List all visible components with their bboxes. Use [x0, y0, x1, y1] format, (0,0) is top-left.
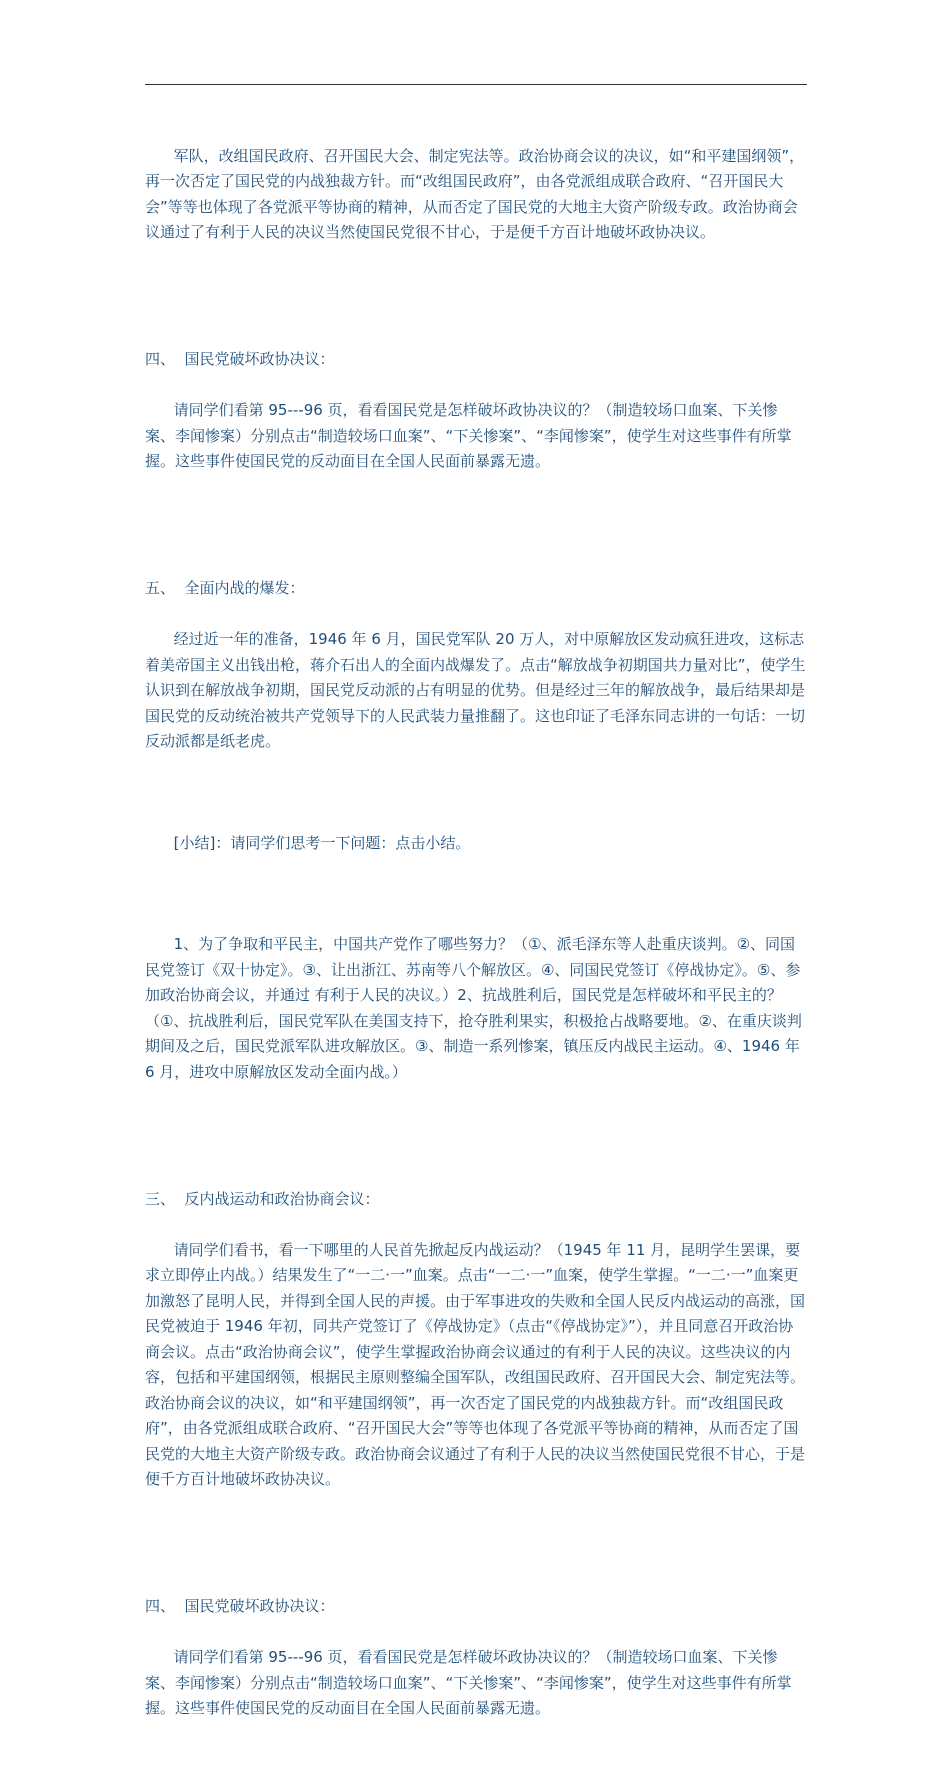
document-body: [145, 118, 807, 1772]
paragraph-4: [145, 805, 807, 882]
paragraph-3: [145, 525, 807, 780]
paragraph-text: 请同学们看第 95---96 页，看看国民党是怎样破坏政协决议的？（制造较场口血案、下关惨案、李闻惨案）分别点击“制造较场口血案”、“下关惨案”、“李闻惨案”，使学生对这些事件有所掌握。这些事件使国民党的反动面目在全国人民面前暴露无遗。: [145, 401, 792, 470]
section-heading: 四、 国民党破坏政协决议：: [145, 1597, 335, 1615]
paragraph-text: 军队，改组国民政府、召开国民大会、制定宪法等。政治协商会议的决议，如“和平建国纲领”，再一次否定了国民党的内战独裁方针。而“改组国民政府”，由各党派组成联合政府、“召开国民大会”等等也体现了各党派平等协商的精神，从而否定了国民党的大地主大资产阶级专政。政治协商会议通过了有利于人民的决议当然使国民党很不甘心，于是便千方百计地破坏政协决议。: [145, 146, 805, 241]
paragraph-5: [145, 907, 807, 1111]
paragraph-2: [145, 296, 807, 500]
paragraph-text: 经过近一年的准备，1946 年 6 月，国民党军队 20 万人，对中原解放区发动疯狂进攻，这标志着美帝国主义出钱出枪，蒋介石出人的全面内战爆发了。点击“解放战争初期国共力量对比”，使学生认识到在解放战争初期，国民党反动派的占有明显的优势。但是经过三年的解放战争，最后结果却是国民党的反动统治被共产党领导下的人民武装力量推翻了。这也印证了毛泽东同志讲的一句话：一切反动派都是纸老虎。: [145, 630, 806, 750]
paragraph-text: 请同学们看第 95---96 页，看看国民党是怎样破坏政协决议的？（制造较场口血案、下关惨案、李闻惨案）分别点击“制造较场口血案”、“下关惨案”、“李闻惨案”，使学生对这些事件有所掌握。这些事件使国民党的反动面目在全国人民面前暴露无遗。: [145, 1648, 792, 1717]
paragraph-6: [145, 1136, 807, 1519]
section-heading: 四、 国民党破坏政协决议：: [145, 350, 335, 368]
paragraph-1: [145, 118, 807, 271]
header-rule: [145, 84, 807, 85]
paragraph-text: 1、为了争取和平民主，中国共产党作了哪些努力？（①、派毛泽东等人赴重庆谈判。②、同国民党签订《双十协定》。③、让出浙江、苏南等八个解放区。④、同国民党签订《停战协定》。⑤、参加政治协商会议，并通过 有利于人民的决议。）2、抗战胜利后，国民党是怎样破坏和平民主的？（①、抗战胜利后，国民党军队在美国支持下，抢夺胜利果实，积极抢占战略要地。②、在重庆谈判期间及之后，国民党派军队进攻解放区。③、制造一系列惨案，镇压反内战民主运动。④、1946 年 6 月，进攻中原解放区发动全面内战。）: [145, 935, 805, 1081]
paragraph-text: 请同学们看书，看一下哪里的人民首先掀起反内战运动？（1945 年 11 月，昆明学生罢课，要求立即停止内战。）结果发生了“一二·一”血案。点击“一二·一”血案，使学生掌握。“一二·一”血案更加激怒了昆明人民，并得到全国人民的声援。由于军事进攻的失败和全国人民反内战运动的高涨，国民党被迫于 1946 年初，同共产党签订了《停战协定》（点击“《停战协定》”），并且同意召开政治协商会议。点击“政治协商会议”，使学生掌握政治协商会议通过的有利于人民的决议。这些决议的内容，包括和平建国纲领，根据民主原则整编全国军队，改组国民政府、召开国民大会、制定宪法等。政治协商会议的决议，如“和平建国纲领”，再一次否定了国民党的内战独裁方针。而“改组国民政府”，由各党派组成联合政府、“召开国民大会”等等也体现了各党派平等协商的精神，从而否定了国民党的大地主大资产阶级专政。政治协商会议通过了有利于人民的决议当然使国民党很不甘心，于是便千方百计地破坏政协决议。: [145, 1240, 806, 1488]
paragraph-7: [145, 1543, 807, 1747]
section-heading: 三、 反内战运动和政治协商会议：: [145, 1189, 380, 1208]
section-heading: 五、 全面内战的爆发：: [145, 579, 305, 597]
paragraph-text: [小结]：请同学们思考一下问题：点击小结。: [173, 833, 471, 852]
